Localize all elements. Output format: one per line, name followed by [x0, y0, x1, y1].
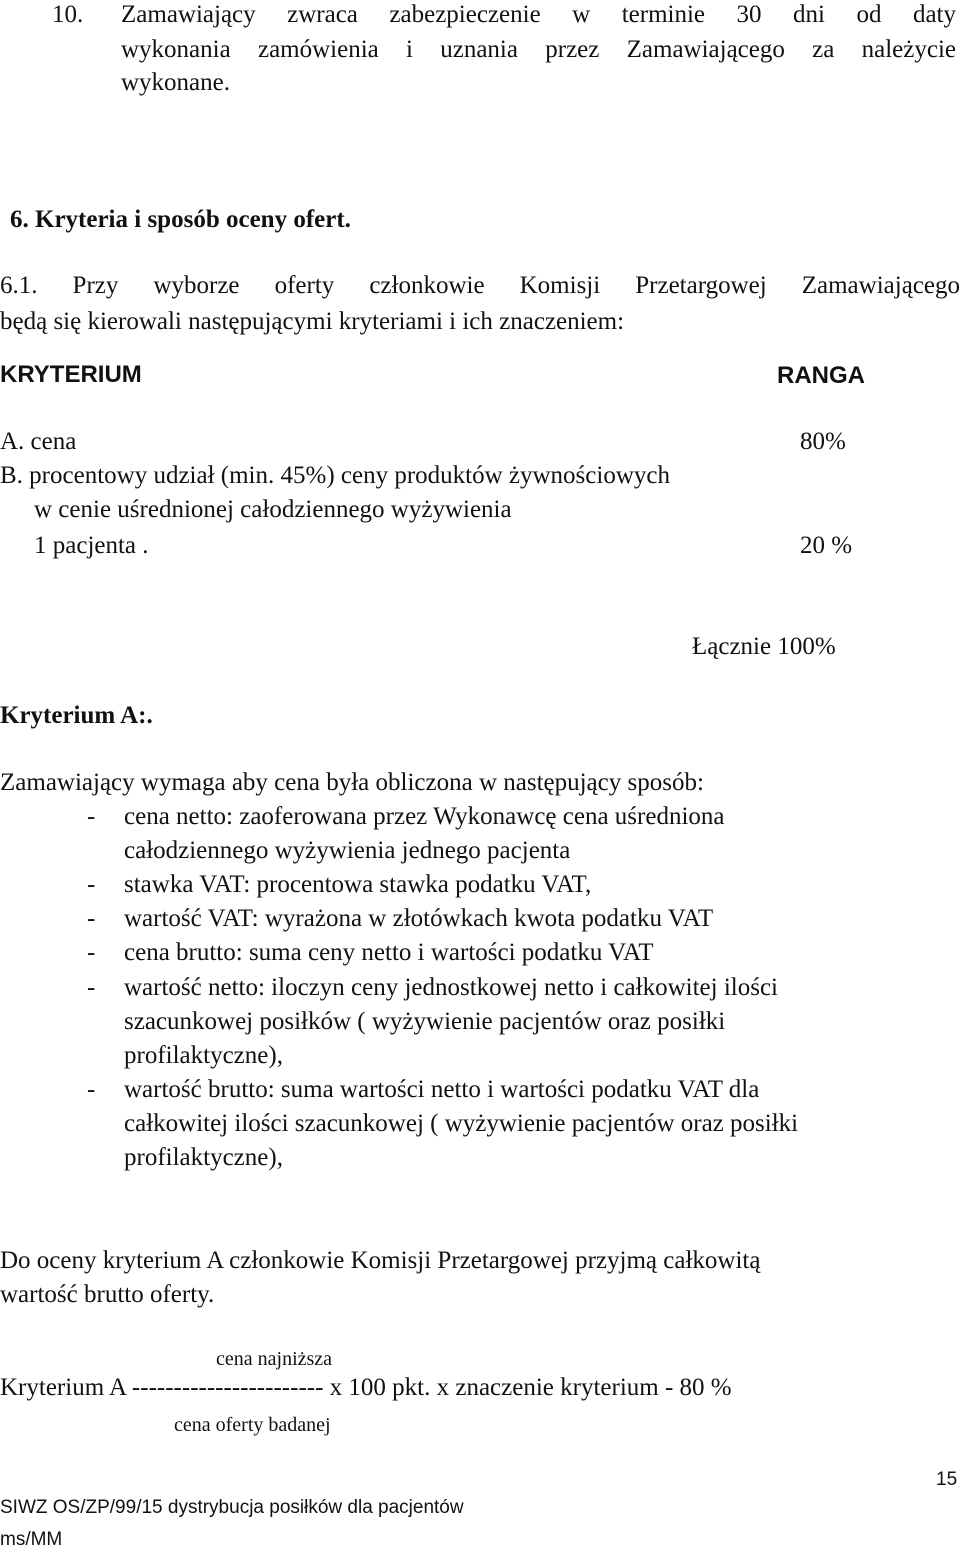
list-item-line: całodziennego wyżywienia jednego pacjenta — [124, 837, 571, 864]
page-number: 15 — [936, 1469, 958, 1490]
criterion-a-heading: Kryterium A:. — [0, 702, 153, 729]
section-heading: 6. Kryteria i sposób oceny ofert. — [10, 206, 351, 233]
list-item-line: profilaktyczne), — [124, 1144, 283, 1171]
rank-column-header: RANGA — [777, 362, 865, 389]
list-item-line: wartość brutto: suma wartości netto i wartości podatku VAT dla — [124, 1076, 760, 1103]
section-10-line-2: wykonania zamówienia i uznania przez Zamawiającego za należycie — [121, 36, 956, 63]
criterion-b-line-2: w cenie uśrednionej całodziennego wyżywienia — [34, 496, 512, 523]
list-dash: - — [87, 974, 96, 1001]
list-dash: - — [87, 803, 96, 830]
list-item-line: wartość netto: iloczyn ceny jednostkowej netto i całkowitej ilości — [124, 974, 778, 1001]
criterion-a-intro: Zamawiający wymaga aby cena była obliczona w następujący sposób: — [0, 769, 704, 796]
section-10-line-1: Zamawiający zwraca zabezpieczenie w terminie 30 dni od daty — [121, 1, 956, 28]
list-dash: - — [87, 939, 96, 966]
subsection-line-1: 6.1. Przy wyborze oferty członkowie Komisji Przetargowej Zamawiającego — [0, 272, 960, 299]
footer-line-1: SIWZ OS/ZP/99/15 dystrybucja posiłków dla pacjentów — [0, 1497, 464, 1518]
list-item-line: cena netto: zaoferowana przez Wykonawcę cena uśredniona — [124, 803, 725, 830]
formula-main: Kryterium A ----------------------- x 100 pkt. x znaczenie kryterium - 80 % — [0, 1374, 732, 1401]
footer-line-2: ms/MM — [0, 1529, 63, 1550]
total-rank: Łącznie 100% — [692, 633, 836, 660]
list-item-line: szacunkowej posiłków ( wyżywienie pacjentów oraz posiłki — [124, 1008, 726, 1035]
list-item-line: profilaktyczne), — [124, 1042, 283, 1069]
criterion-a-rank: 80% — [800, 428, 846, 455]
list-dash: - — [87, 871, 96, 898]
section-10-line-3: wykonane. — [121, 69, 230, 96]
formula-denominator: cena oferty badanej — [174, 1414, 331, 1436]
section-number: 10. — [52, 1, 84, 28]
evaluation-line-1: Do oceny kryterium A członkowie Komisji Przetargowej przyjmą całkowitą — [0, 1247, 761, 1274]
list-item-line: stawka VAT: procentowa stawka podatku VAT, — [124, 871, 592, 898]
list-item-line: cena brutto: suma ceny netto i wartości podatku VAT — [124, 939, 654, 966]
list-dash: - — [87, 905, 96, 932]
evaluation-line-2: wartość brutto oferty. — [0, 1281, 215, 1308]
criterion-b-line-1: B. procentowy udział (min. 45%) ceny produktów żywnościowych — [0, 462, 670, 489]
formula-numerator: cena najniższa — [216, 1348, 333, 1370]
list-item-line: wartość VAT: wyrażona w złotówkach kwota podatku VAT — [124, 905, 714, 932]
list-item-line: całkowitej ilości szacunkowej ( wyżywienie pacjentów oraz posiłki — [124, 1110, 799, 1137]
subsection-line-2: będą się kierowali następującymi kryteriami i ich znaczeniem: — [0, 308, 625, 335]
list-dash: - — [87, 1076, 96, 1103]
criterion-b-rank: 20 % — [800, 532, 853, 559]
criterion-b-line-3: 1 pacjenta . — [34, 532, 149, 559]
criterion-column-header: KRYTERIUM — [0, 361, 142, 388]
criterion-a-label: A. cena — [0, 428, 77, 455]
